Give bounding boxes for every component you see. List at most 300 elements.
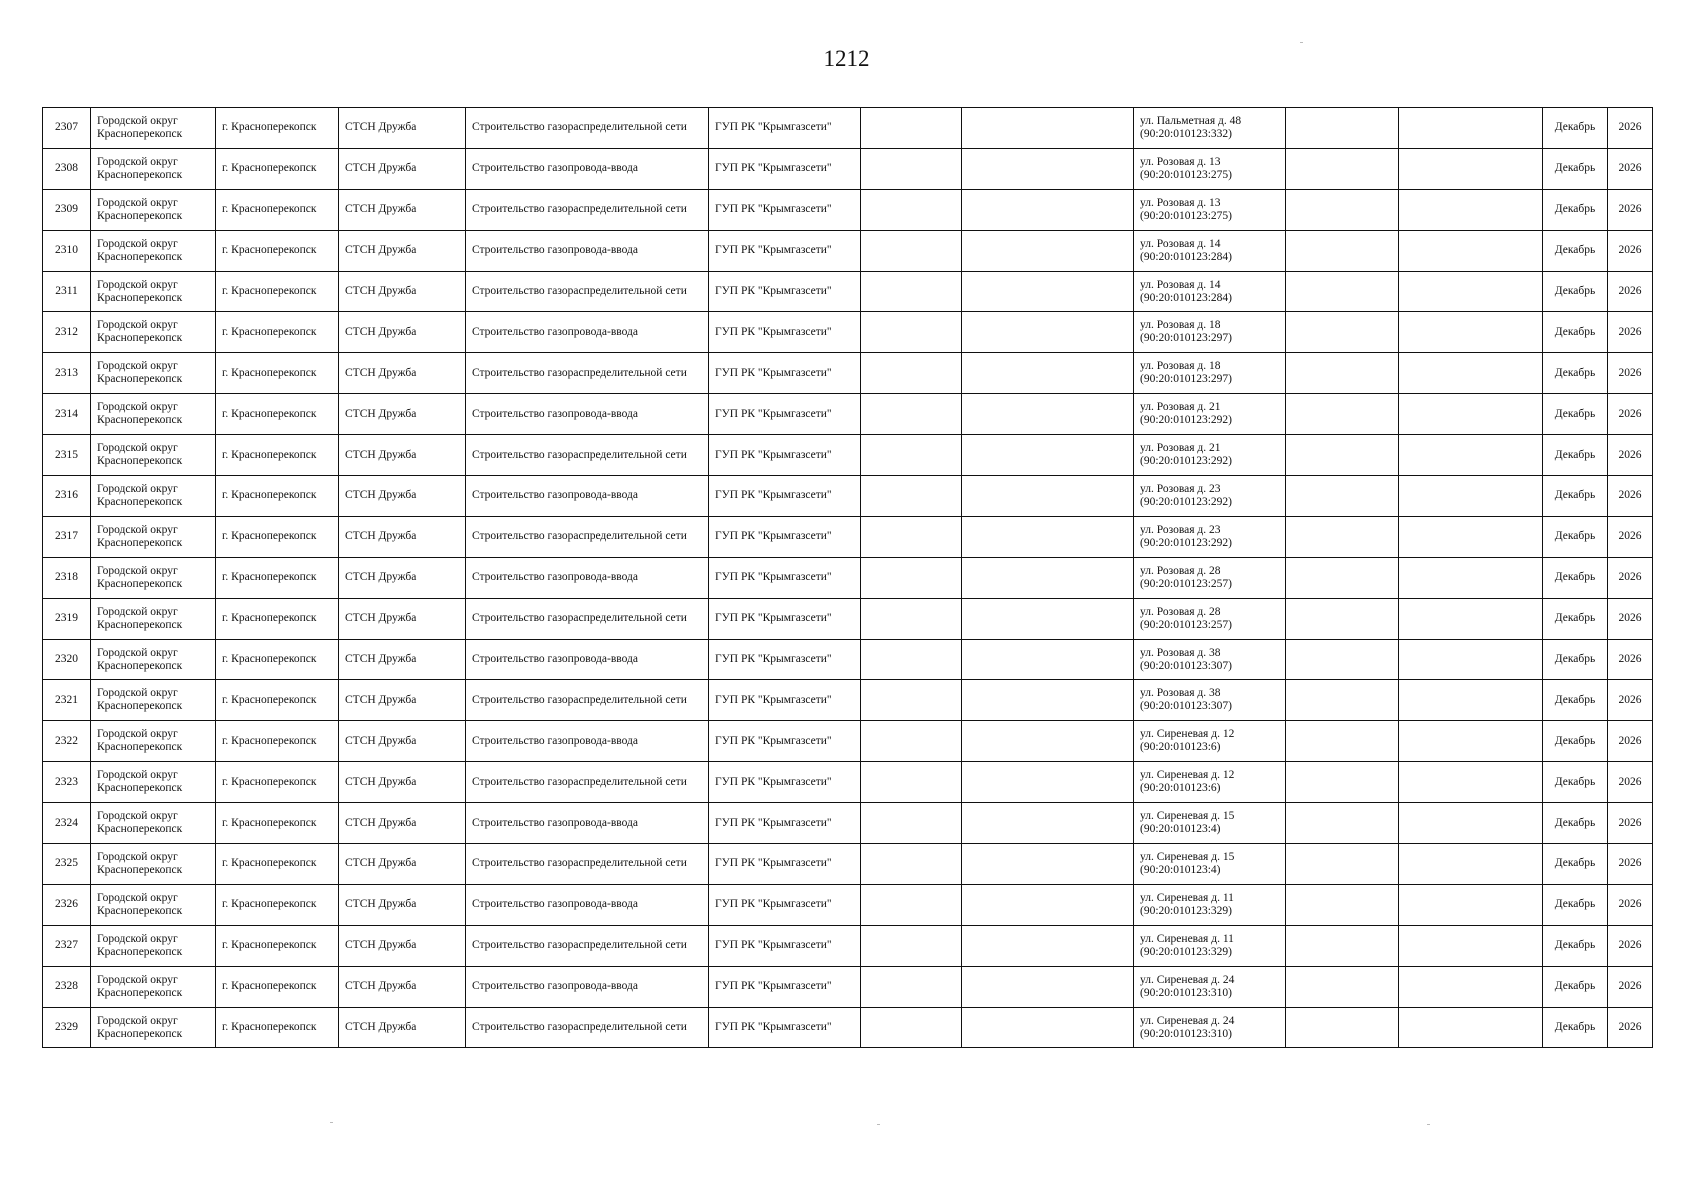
empty-cell	[962, 680, 1134, 721]
work-type-cell: Строительство газораспределительной сети	[466, 516, 709, 557]
organization-cell: ГУП РК "Крымгазсети"	[709, 762, 861, 803]
row-number-cell: 2311	[43, 271, 91, 312]
work-type-cell: Строительство газораспределительной сети	[466, 108, 709, 149]
table-row	[43, 394, 1653, 435]
row-number-cell: 2320	[43, 639, 91, 680]
empty-cell	[962, 884, 1134, 925]
district-cell: Городской округ Красноперекопск	[91, 1007, 216, 1048]
empty-cell	[962, 189, 1134, 230]
year-cell: 2026	[1608, 353, 1653, 394]
month-cell: Декабрь	[1543, 476, 1608, 517]
row-number-cell: 2312	[43, 312, 91, 353]
work-type-cell: Строительство газораспределительной сети	[466, 435, 709, 476]
address-cell: ул. Розовая д. 14 (90:20:010123:284)	[1134, 230, 1286, 271]
scan-speck	[877, 1124, 880, 1125]
work-type-cell: Строительство газопровода-ввода	[466, 966, 709, 1007]
row-number-cell: 2307	[43, 108, 91, 149]
table-row	[43, 312, 1653, 353]
empty-cell	[861, 803, 962, 844]
settlement-cell: СТСН Дружба	[339, 108, 466, 149]
empty-cell	[861, 271, 962, 312]
row-number-cell: 2328	[43, 966, 91, 1007]
empty-cell	[1286, 598, 1399, 639]
year-cell: 2026	[1608, 803, 1653, 844]
city-cell: г. Красноперекопск	[216, 108, 339, 149]
empty-cell	[962, 476, 1134, 517]
empty-cell	[1286, 639, 1399, 680]
organization-cell: ГУП РК "Крымгазсети"	[709, 925, 861, 966]
year-cell: 2026	[1608, 844, 1653, 885]
table-row	[43, 639, 1653, 680]
empty-cell	[861, 844, 962, 885]
settlement-cell: СТСН Дружба	[339, 721, 466, 762]
organization-cell: ГУП РК "Крымгазсети"	[709, 230, 861, 271]
month-cell: Декабрь	[1543, 803, 1608, 844]
year-cell: 2026	[1608, 598, 1653, 639]
month-cell: Декабрь	[1543, 721, 1608, 762]
address-cell: ул. Пальметная д. 48 (90:20:010123:332)	[1134, 108, 1286, 149]
empty-cell	[1286, 925, 1399, 966]
year-cell: 2026	[1608, 557, 1653, 598]
organization-cell: ГУП РК "Крымгазсети"	[709, 884, 861, 925]
year-cell: 2026	[1608, 762, 1653, 803]
year-cell: 2026	[1608, 435, 1653, 476]
empty-cell	[962, 353, 1134, 394]
empty-cell	[1286, 189, 1399, 230]
year-cell: 2026	[1608, 189, 1653, 230]
organization-cell: ГУП РК "Крымгазсети"	[709, 516, 861, 557]
organization-cell: ГУП РК "Крымгазсети"	[709, 353, 861, 394]
settlement-cell: СТСН Дружба	[339, 966, 466, 1007]
address-cell: ул. Сиреневая д. 12 (90:20:010123:6)	[1134, 721, 1286, 762]
organization-cell: ГУП РК "Крымгазсети"	[709, 108, 861, 149]
city-cell: г. Красноперекопск	[216, 639, 339, 680]
settlement-cell: СТСН Дружба	[339, 230, 466, 271]
empty-cell	[861, 884, 962, 925]
year-cell: 2026	[1608, 884, 1653, 925]
empty-cell	[1399, 148, 1543, 189]
row-number-cell: 2315	[43, 435, 91, 476]
empty-cell	[861, 394, 962, 435]
district-cell: Городской округ Красноперекопск	[91, 557, 216, 598]
row-number-cell: 2323	[43, 762, 91, 803]
month-cell: Декабрь	[1543, 598, 1608, 639]
month-cell: Декабрь	[1543, 844, 1608, 885]
work-type-cell: Строительство газораспределительной сети	[466, 271, 709, 312]
row-number-cell: 2317	[43, 516, 91, 557]
district-cell: Городской округ Красноперекопск	[91, 312, 216, 353]
settlement-cell: СТСН Дружба	[339, 884, 466, 925]
row-number-cell: 2326	[43, 884, 91, 925]
work-type-cell: Строительство газопровода-ввода	[466, 394, 709, 435]
address-cell: ул. Розовая д. 21 (90:20:010123:292)	[1134, 394, 1286, 435]
empty-cell	[1286, 1007, 1399, 1048]
settlement-cell: СТСН Дружба	[339, 1007, 466, 1048]
settlement-cell: СТСН Дружба	[339, 639, 466, 680]
settlement-cell: СТСН Дружба	[339, 557, 466, 598]
city-cell: г. Красноперекопск	[216, 148, 339, 189]
city-cell: г. Красноперекопск	[216, 966, 339, 1007]
empty-cell	[962, 598, 1134, 639]
row-number-cell: 2327	[43, 925, 91, 966]
scan-speck	[1427, 1124, 1430, 1125]
district-cell: Городской округ Красноперекопск	[91, 148, 216, 189]
table-row	[43, 884, 1653, 925]
page-number: 1212	[823, 46, 870, 71]
empty-cell	[1399, 271, 1543, 312]
empty-cell	[1399, 925, 1543, 966]
table-row	[43, 598, 1653, 639]
scan-speck	[1300, 42, 1303, 43]
settlement-cell: СТСН Дружба	[339, 148, 466, 189]
city-cell: г. Красноперекопск	[216, 230, 339, 271]
district-cell: Городской округ Красноперекопск	[91, 598, 216, 639]
organization-cell: ГУП РК "Крымгазсети"	[709, 639, 861, 680]
row-number-cell: 2309	[43, 189, 91, 230]
empty-cell	[861, 189, 962, 230]
district-cell: Городской округ Красноперекопск	[91, 721, 216, 762]
address-cell: ул. Сиреневая д. 24 (90:20:010123:310)	[1134, 1007, 1286, 1048]
empty-cell	[1286, 271, 1399, 312]
district-cell: Городской округ Красноперекопск	[91, 966, 216, 1007]
address-cell: ул. Розовая д. 21 (90:20:010123:292)	[1134, 435, 1286, 476]
city-cell: г. Красноперекопск	[216, 394, 339, 435]
settlement-cell: СТСН Дружба	[339, 353, 466, 394]
organization-cell: ГУП РК "Крымгазсети"	[709, 148, 861, 189]
district-cell: Городской округ Красноперекопск	[91, 925, 216, 966]
empty-cell	[1286, 108, 1399, 149]
month-cell: Декабрь	[1543, 762, 1608, 803]
empty-cell	[962, 844, 1134, 885]
district-cell: Городской округ Красноперекопск	[91, 189, 216, 230]
month-cell: Декабрь	[1543, 148, 1608, 189]
table-row	[43, 230, 1653, 271]
district-cell: Городской округ Красноперекопск	[91, 680, 216, 721]
year-cell: 2026	[1608, 721, 1653, 762]
empty-cell	[1399, 680, 1543, 721]
city-cell: г. Красноперекопск	[216, 925, 339, 966]
empty-cell	[1286, 557, 1399, 598]
empty-cell	[1399, 108, 1543, 149]
empty-cell	[861, 966, 962, 1007]
empty-cell	[1399, 844, 1543, 885]
registry-table	[42, 107, 1653, 1048]
city-cell: г. Красноперекопск	[216, 435, 339, 476]
organization-cell: ГУП РК "Крымгазсети"	[709, 844, 861, 885]
empty-cell	[861, 312, 962, 353]
empty-cell	[1286, 516, 1399, 557]
empty-cell	[1286, 844, 1399, 885]
month-cell: Декабрь	[1543, 1007, 1608, 1048]
district-cell: Городской округ Красноперекопск	[91, 108, 216, 149]
empty-cell	[1286, 762, 1399, 803]
year-cell: 2026	[1608, 108, 1653, 149]
work-type-cell: Строительство газораспределительной сети	[466, 598, 709, 639]
organization-cell: ГУП РК "Крымгазсети"	[709, 476, 861, 517]
empty-cell	[962, 1007, 1134, 1048]
empty-cell	[1286, 394, 1399, 435]
address-cell: ул. Розовая д. 18 (90:20:010123:297)	[1134, 312, 1286, 353]
scan-speck	[330, 1122, 333, 1123]
table-row	[43, 803, 1653, 844]
work-type-cell: Строительство газопровода-ввода	[466, 639, 709, 680]
row-number-cell: 2321	[43, 680, 91, 721]
year-cell: 2026	[1608, 312, 1653, 353]
address-cell: ул. Сиреневая д. 15 (90:20:010123:4)	[1134, 844, 1286, 885]
empty-cell	[1399, 516, 1543, 557]
year-cell: 2026	[1608, 394, 1653, 435]
empty-cell	[1399, 476, 1543, 517]
work-type-cell: Строительство газораспределительной сети	[466, 762, 709, 803]
empty-cell	[962, 721, 1134, 762]
empty-cell	[1399, 394, 1543, 435]
address-cell: ул. Розовая д. 14 (90:20:010123:284)	[1134, 271, 1286, 312]
row-number-cell: 2325	[43, 844, 91, 885]
organization-cell: ГУП РК "Крымгазсети"	[709, 435, 861, 476]
empty-cell	[962, 966, 1134, 1007]
city-cell: г. Красноперекопск	[216, 762, 339, 803]
row-number-cell: 2314	[43, 394, 91, 435]
empty-cell	[861, 762, 962, 803]
city-cell: г. Красноперекопск	[216, 476, 339, 517]
empty-cell	[962, 394, 1134, 435]
organization-cell: ГУП РК "Крымгазсети"	[709, 803, 861, 844]
table-row	[43, 844, 1653, 885]
work-type-cell: Строительство газопровода-ввода	[466, 230, 709, 271]
empty-cell	[1399, 230, 1543, 271]
empty-cell	[1286, 884, 1399, 925]
empty-cell	[1286, 803, 1399, 844]
district-cell: Городской округ Красноперекопск	[91, 884, 216, 925]
district-cell: Городской округ Красноперекопск	[91, 394, 216, 435]
table-row	[43, 435, 1653, 476]
year-cell: 2026	[1608, 230, 1653, 271]
empty-cell	[861, 639, 962, 680]
address-cell: ул. Розовая д. 13 (90:20:010123:275)	[1134, 189, 1286, 230]
table-row	[43, 108, 1653, 149]
row-number-cell: 2324	[43, 803, 91, 844]
address-cell: ул. Сиреневая д. 12 (90:20:010123:6)	[1134, 762, 1286, 803]
row-number-cell: 2308	[43, 148, 91, 189]
empty-cell	[1286, 721, 1399, 762]
city-cell: г. Красноперекопск	[216, 312, 339, 353]
month-cell: Декабрь	[1543, 230, 1608, 271]
address-cell: ул. Сиреневая д. 11 (90:20:010123:329)	[1134, 925, 1286, 966]
month-cell: Декабрь	[1543, 312, 1608, 353]
address-cell: ул. Розовая д. 28 (90:20:010123:257)	[1134, 557, 1286, 598]
year-cell: 2026	[1608, 1007, 1653, 1048]
empty-cell	[962, 762, 1134, 803]
organization-cell: ГУП РК "Крымгазсети"	[709, 966, 861, 1007]
work-type-cell: Строительство газораспределительной сети	[466, 189, 709, 230]
empty-cell	[861, 353, 962, 394]
district-cell: Городской округ Красноперекопск	[91, 762, 216, 803]
table-row	[43, 925, 1653, 966]
empty-cell	[861, 598, 962, 639]
year-cell: 2026	[1608, 680, 1653, 721]
district-cell: Городской округ Красноперекопск	[91, 803, 216, 844]
city-cell: г. Красноперекопск	[216, 680, 339, 721]
empty-cell	[1286, 230, 1399, 271]
table-body	[43, 108, 1653, 1048]
empty-cell	[1399, 598, 1543, 639]
table-row	[43, 476, 1653, 517]
work-type-cell: Строительство газопровода-ввода	[466, 721, 709, 762]
empty-cell	[962, 230, 1134, 271]
district-cell: Городской округ Красноперекопск	[91, 271, 216, 312]
settlement-cell: СТСН Дружба	[339, 598, 466, 639]
settlement-cell: СТСН Дружба	[339, 189, 466, 230]
settlement-cell: СТСН Дружба	[339, 394, 466, 435]
settlement-cell: СТСН Дружба	[339, 271, 466, 312]
empty-cell	[962, 271, 1134, 312]
table-row	[43, 148, 1653, 189]
settlement-cell: СТСН Дружба	[339, 476, 466, 517]
table-row	[43, 966, 1653, 1007]
empty-cell	[1286, 476, 1399, 517]
month-cell: Декабрь	[1543, 435, 1608, 476]
empty-cell	[1399, 557, 1543, 598]
empty-cell	[1399, 312, 1543, 353]
work-type-cell: Строительство газопровода-ввода	[466, 803, 709, 844]
organization-cell: ГУП РК "Крымгазсети"	[709, 271, 861, 312]
settlement-cell: СТСН Дружба	[339, 762, 466, 803]
empty-cell	[861, 108, 962, 149]
year-cell: 2026	[1608, 639, 1653, 680]
row-number-cell: 2322	[43, 721, 91, 762]
year-cell: 2026	[1608, 516, 1653, 557]
city-cell: г. Красноперекопск	[216, 353, 339, 394]
empty-cell	[861, 516, 962, 557]
city-cell: г. Красноперекопск	[216, 271, 339, 312]
empty-cell	[962, 435, 1134, 476]
work-type-cell: Строительство газопровода-ввода	[466, 476, 709, 517]
empty-cell	[962, 925, 1134, 966]
organization-cell: ГУП РК "Крымгазсети"	[709, 1007, 861, 1048]
table-row	[43, 189, 1653, 230]
district-cell: Городской округ Красноперекопск	[91, 435, 216, 476]
row-number-cell: 2329	[43, 1007, 91, 1048]
address-cell: ул. Сиреневая д. 11 (90:20:010123:329)	[1134, 884, 1286, 925]
month-cell: Декабрь	[1543, 353, 1608, 394]
empty-cell	[861, 925, 962, 966]
empty-cell	[962, 557, 1134, 598]
work-type-cell: Строительство газораспределительной сети	[466, 680, 709, 721]
table-row	[43, 557, 1653, 598]
settlement-cell: СТСН Дружба	[339, 312, 466, 353]
settlement-cell: СТСН Дружба	[339, 803, 466, 844]
organization-cell: ГУП РК "Крымгазсети"	[709, 680, 861, 721]
year-cell: 2026	[1608, 966, 1653, 1007]
row-number-cell: 2319	[43, 598, 91, 639]
settlement-cell: СТСН Дружба	[339, 435, 466, 476]
month-cell: Декабрь	[1543, 966, 1608, 1007]
table-row	[43, 516, 1653, 557]
table-row	[43, 680, 1653, 721]
city-cell: г. Красноперекопск	[216, 557, 339, 598]
year-cell: 2026	[1608, 271, 1653, 312]
settlement-cell: СТСН Дружба	[339, 925, 466, 966]
district-cell: Городской округ Красноперекопск	[91, 476, 216, 517]
empty-cell	[962, 516, 1134, 557]
empty-cell	[962, 639, 1134, 680]
work-type-cell: Строительство газораспределительной сети	[466, 925, 709, 966]
city-cell: г. Красноперекопск	[216, 189, 339, 230]
empty-cell	[1286, 680, 1399, 721]
address-cell: ул. Розовая д. 23 (90:20:010123:292)	[1134, 476, 1286, 517]
year-cell: 2026	[1608, 925, 1653, 966]
district-cell: Городской округ Красноперекопск	[91, 844, 216, 885]
city-cell: г. Красноперекопск	[216, 516, 339, 557]
address-cell: ул. Розовая д. 18 (90:20:010123:297)	[1134, 353, 1286, 394]
row-number-cell: 2310	[43, 230, 91, 271]
empty-cell	[1399, 435, 1543, 476]
empty-cell	[1399, 353, 1543, 394]
empty-cell	[861, 476, 962, 517]
year-cell: 2026	[1608, 148, 1653, 189]
district-cell: Городской округ Красноперекопск	[91, 639, 216, 680]
organization-cell: ГУП РК "Крымгазсети"	[709, 394, 861, 435]
table-row	[43, 762, 1653, 803]
month-cell: Декабрь	[1543, 108, 1608, 149]
empty-cell	[861, 148, 962, 189]
empty-cell	[1399, 639, 1543, 680]
empty-cell	[1286, 148, 1399, 189]
year-cell: 2026	[1608, 476, 1653, 517]
address-cell: ул. Розовая д. 38 (90:20:010123:307)	[1134, 680, 1286, 721]
row-number-cell: 2313	[43, 353, 91, 394]
organization-cell: ГУП РК "Крымгазсети"	[709, 721, 861, 762]
empty-cell	[861, 1007, 962, 1048]
empty-cell	[1399, 189, 1543, 230]
month-cell: Декабрь	[1543, 394, 1608, 435]
district-cell: Городской округ Красноперекопск	[91, 353, 216, 394]
organization-cell: ГУП РК "Крымгазсети"	[709, 189, 861, 230]
table-row	[43, 1007, 1653, 1048]
empty-cell	[861, 721, 962, 762]
settlement-cell: СТСН Дружба	[339, 844, 466, 885]
month-cell: Декабрь	[1543, 639, 1608, 680]
city-cell: г. Красноперекопск	[216, 1007, 339, 1048]
organization-cell: ГУП РК "Крымгазсети"	[709, 312, 861, 353]
city-cell: г. Красноперекопск	[216, 803, 339, 844]
empty-cell	[1399, 803, 1543, 844]
row-number-cell: 2316	[43, 476, 91, 517]
address-cell: ул. Сиреневая д. 24 (90:20:010123:310)	[1134, 966, 1286, 1007]
work-type-cell: Строительство газораспределительной сети	[466, 844, 709, 885]
settlement-cell: СТСН Дружба	[339, 516, 466, 557]
month-cell: Декабрь	[1543, 884, 1608, 925]
work-type-cell: Строительство газораспределительной сети	[466, 1007, 709, 1048]
empty-cell	[1399, 966, 1543, 1007]
city-cell: г. Красноперекопск	[216, 721, 339, 762]
empty-cell	[962, 803, 1134, 844]
empty-cell	[861, 680, 962, 721]
empty-cell	[962, 148, 1134, 189]
address-cell: ул. Розовая д. 13 (90:20:010123:275)	[1134, 148, 1286, 189]
address-cell: ул. Розовая д. 23 (90:20:010123:292)	[1134, 516, 1286, 557]
empty-cell	[1286, 966, 1399, 1007]
work-type-cell: Строительство газопровода-ввода	[466, 884, 709, 925]
city-cell: г. Красноперекопск	[216, 598, 339, 639]
empty-cell	[1286, 312, 1399, 353]
empty-cell	[1286, 353, 1399, 394]
empty-cell	[861, 435, 962, 476]
empty-cell	[1286, 435, 1399, 476]
empty-cell	[1399, 1007, 1543, 1048]
work-type-cell: Строительство газопровода-ввода	[466, 312, 709, 353]
work-type-cell: Строительство газопровода-ввода	[466, 148, 709, 189]
